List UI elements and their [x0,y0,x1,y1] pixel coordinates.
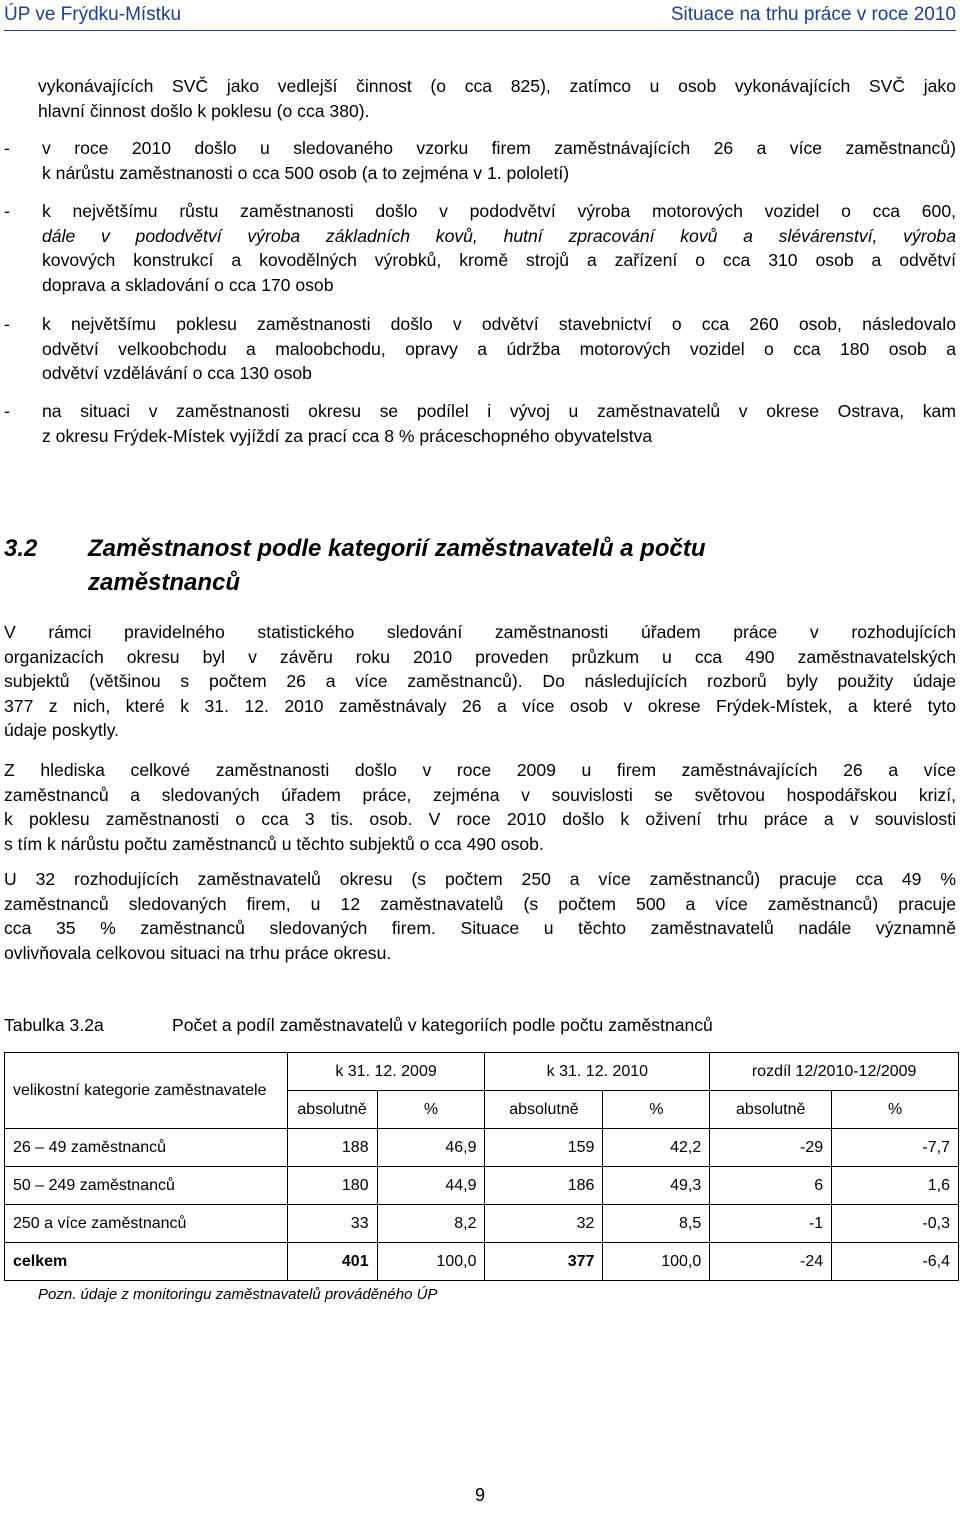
table-row [5,1205,959,1243]
text-line: subjektů (většinou s počtem 26 a více zaměstnanců). Do následujících rozborů byly použity údaje [4,671,956,691]
header-period: rozdíl 12/2010-12/2009 [710,1053,959,1091]
paragraph [4,620,956,743]
cell: 159 [485,1129,603,1167]
header-sub: absolutně [287,1091,377,1129]
text-line: organizacích okresu byl v závěru roku 2010 proveden průzkum u cca 490 zaměstnavatelských [4,646,956,667]
text-line: hlavní činnost došlo k poklesu (o cca 380). [38,100,370,121]
table-header-row [5,1053,959,1091]
table-note: Pozn. údaje z monitoringu zaměstnavatelů prováděného ÚP [38,1286,438,1303]
cell: -7,7 [832,1129,959,1167]
paragraph [4,867,956,965]
text-line: ovlivňovala celkovou situaci na trhu práce okresu. [4,942,392,963]
text-line: kovových konstrukcí a kovodělných výrobků, kromě strojů a zařízení o cca 310 osob a odvětví [42,250,956,270]
cell: 32 [485,1205,603,1243]
cell: 186 [485,1167,603,1205]
header-period: k 31. 12. 2009 [287,1053,485,1091]
section-title: Zaměstnanost podle kategorií zaměstnavatelů a počtu zaměstnanců [88,535,706,596]
cell: 49,3 [603,1167,710,1205]
bullet-item [4,199,956,299]
cell: 33 [287,1205,377,1243]
cell: 1,6 [832,1167,959,1205]
bullet-dash: - [4,401,10,421]
text-line: 377 z nich, které k 31. 12. 2010 zaměstnávaly 26 a více osob v okrese Frýdek-Místek, a které tyto [4,695,956,716]
page-header [0,0,960,34]
header-sub: % [603,1091,710,1129]
text-line: odvětví velkoobchodu a maloobchodu, opravy a údržba motorových vozidel o cca 180 osob a [42,338,956,359]
intro-paragraph [38,74,956,123]
text-line: k poklesu zaměstnanosti o cca 3 tis. osob. V roce 2010 došlo k oživení trhu práce a v souvislosti [4,809,956,829]
cell: -29 [710,1129,832,1167]
cell: 46,9 [377,1129,485,1167]
cell: 8,5 [603,1205,710,1243]
text-line: odvětví vzdělávání o cca 130 osob [42,363,312,383]
header-sub: % [377,1091,485,1129]
bullet-item [4,399,956,449]
row-category: 50 – 249 zaměstnanců [5,1167,288,1205]
header-rule [4,30,956,31]
section-number: 3.2 [4,535,38,562]
text-line: Z hlediska celkové zaměstnanosti došlo v roce 2009 u firem zaměstnávajících 26 a více [4,760,956,780]
bullet-item [4,312,956,387]
text-line: doprava a skladování o cca 170 osob [42,274,334,295]
header-sub: absolutně [485,1091,603,1129]
row-category: celkem [5,1243,288,1281]
cell: 42,2 [603,1129,710,1167]
text-line: k nárůstu zaměstnanosti o cca 500 osob (a to zejména v 1. pololetí) [42,162,570,183]
text-line: údaje poskytly. [4,720,120,740]
table-label: Tabulka 3.2a [4,1015,104,1035]
cell: -1 [710,1205,832,1243]
text-line: vykonávajících SVČ jako vedlejší činnost (o cca 825), zatímco u osob vykonávajících SVČ jako [38,76,956,96]
text-line: zaměstnanců a sledovaných úřadem práce, zejména v souvislosti se světovou hospodářskou krizí, [4,784,956,805]
header-left: ÚP ve Frýdku-Místku [4,4,182,25]
header-right: Situace na trhu práce v roce 2010 [670,4,956,25]
text-line: U 32 rozhodujících zaměstnavatelů okresu (s počtem 250 a více zaměstnanců) pracuje cca 49 % [4,869,956,889]
text-line: k největšímu poklesu zaměstnanosti došlo v odvětví stavebnictví o cca 260 osob, následovalo [42,314,956,334]
text-line: cca 35 % zaměstnanců sledovaných firem. Situace u těchto zaměstnavatelů nadále významně [4,918,956,938]
paragraph [4,758,956,856]
header-sub: % [832,1091,959,1129]
cell: -6,4 [832,1243,959,1281]
table-row [5,1167,959,1205]
text-line: k největšímu růstu zaměstnanosti došlo v pododvětví výroba motorových vozidel o cca 600, [42,201,956,221]
text-line: z okresu Frýdek-Místek vyjíždí za prací cca 8 % práceschopného obyvatelstva [42,425,653,446]
cell: 100,0 [603,1243,710,1281]
row-category: 26 – 49 zaměstnanců [5,1129,288,1167]
text-line: V rámci pravidelného statistického sledování zaměstnanosti úřadem práce v rozhodujících [4,622,956,642]
text-line: zaměstnanců sledovaných firem, u 12 zaměstnavatelů (s počtem 500 a více zaměstnanců) pracuje [4,893,956,914]
bullet-dash: - [4,138,10,158]
page-number: 9 [474,1485,485,1505]
cell: 377 [485,1243,603,1281]
header-category: velikostní kategorie zaměstnavatele [5,1053,288,1129]
bullet-dash: - [4,314,10,334]
text-line: v roce 2010 došlo u sledovaného vzorku firem zaměstnávajících 26 a více zaměstnanců) [42,138,956,158]
table-caption: Počet a podíl zaměstnavatelů v kategoriích podle počtu zaměstnanců [172,1015,713,1035]
employers-table [4,1052,959,1281]
cell: 8,2 [377,1205,485,1243]
cell: 100,0 [377,1243,485,1281]
bullet-item [4,136,956,186]
text-line: s tím k nárůstu počtu zaměstnanců u těchto subjektů o cca 490 osob. [4,833,544,854]
text-line: na situaci v zaměstnanosti okresu se podílel i vývoj u zaměstnavatelů v okrese Ostrava, kam [42,401,956,421]
header-period: k 31. 12. 2010 [485,1053,710,1091]
cell: 6 [710,1167,832,1205]
cell: 180 [287,1167,377,1205]
bullet-dash: - [4,201,10,221]
cell: -24 [710,1243,832,1281]
cell: 188 [287,1129,377,1167]
cell: -0,3 [832,1205,959,1243]
header-sub: absolutně [710,1091,832,1129]
table-row [5,1129,959,1167]
row-category: 250 a více zaměstnanců [5,1205,288,1243]
cell: 401 [287,1243,377,1281]
cell: 44,9 [377,1167,485,1205]
text-line: dále v pododvětví výroba základních kovů, hutní zpracování kovů a slévárenství, výroba [42,225,956,246]
table-total-row [5,1243,959,1281]
